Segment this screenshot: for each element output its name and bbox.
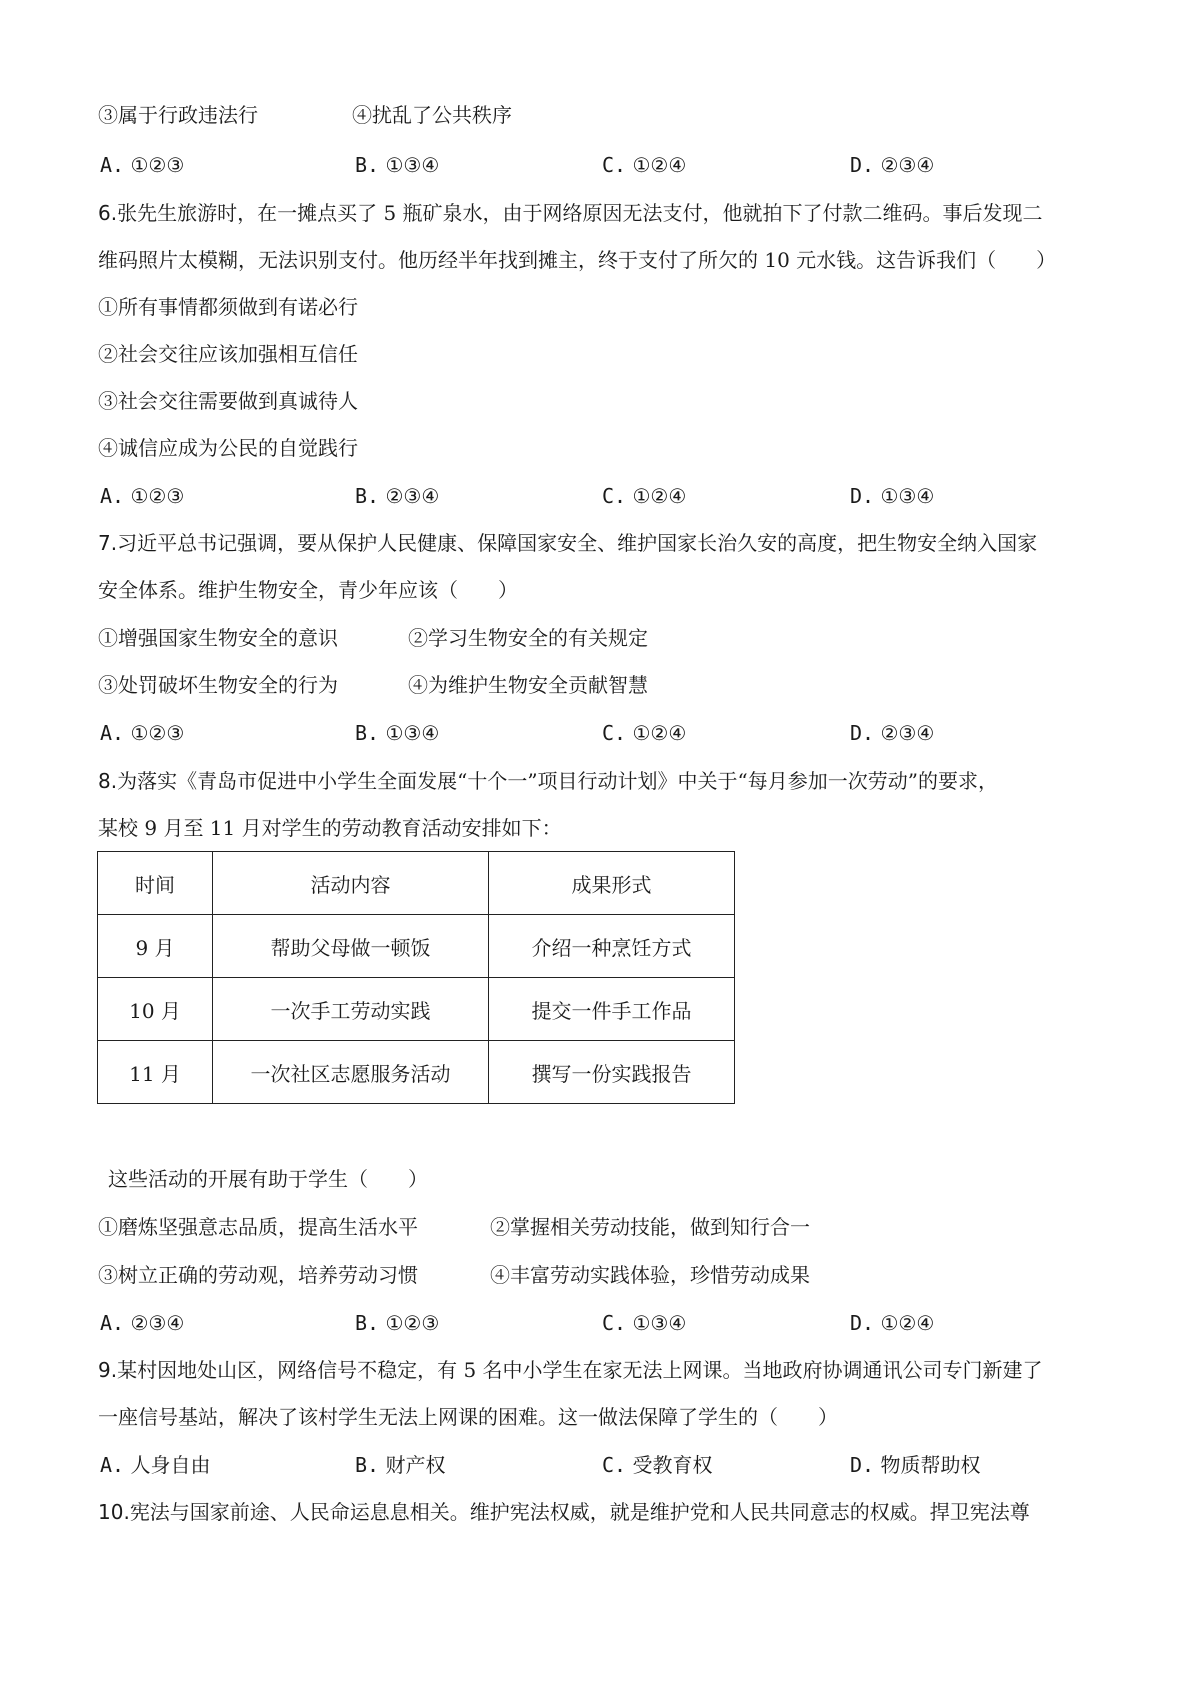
option-d: D. ②③④ — [850, 153, 935, 177]
q8-stem: 这些活动的开展有助于学生（ ） — [108, 1167, 428, 1191]
q7-item4: ④为维护生物安全贡献智慧 — [408, 673, 648, 697]
q6-item3: ③社会交往需要做到真诚待人 — [98, 389, 358, 413]
q9-options — [0, 1452, 1200, 1478]
labor-activity-table — [97, 851, 735, 1104]
q8-item3: ③树立正确的劳动观，培养劳动习惯 — [98, 1263, 418, 1287]
option-b: B. ①③④ — [355, 153, 440, 177]
table-cell: 9 月 — [98, 915, 213, 978]
option-d: D. ①②④ — [850, 1311, 935, 1335]
q9-line2: 一座信号基站，解决了该村学生无法上网课的困难。这一做法保障了学生的（ ） — [98, 1405, 838, 1429]
q5-item4: ④扰乱了公共秩序 — [352, 103, 512, 127]
q6-item4: ④诚信应成为公民的自觉践行 — [98, 436, 358, 460]
option-c: C. ①②④ — [602, 721, 687, 745]
q9-line1: 9.某村因地处山区，网络信号不稳定，有 5 名中小学生在家无法上网课。当地政府协调通讯公司专门新建了 — [98, 1358, 1043, 1382]
table-cell: 一次社区志愿服务活动 — [213, 1041, 489, 1104]
q7-options — [0, 720, 1200, 746]
option-c: C. 受教育权 — [602, 1453, 713, 1477]
table-row — [98, 915, 735, 978]
q7-item1: ①增强国家生物安全的意识 — [98, 626, 338, 650]
option-c: C. ①②④ — [602, 153, 687, 177]
table-cell: 介绍一种烹饪方式 — [489, 915, 735, 978]
option-a: A. ①②③ — [100, 721, 185, 745]
q8-options — [0, 1310, 1200, 1336]
option-a: A. ②③④ — [100, 1311, 185, 1335]
table-header: 成果形式 — [489, 852, 735, 915]
q6-item1: ①所有事情都须做到有诺必行 — [98, 295, 358, 319]
q8-item1: ①磨炼坚强意志品质，提高生活水平 — [98, 1215, 418, 1239]
table-row — [98, 1041, 735, 1104]
table-cell: 11 月 — [98, 1041, 213, 1104]
table-row — [98, 978, 735, 1041]
q6-line1: 6.张先生旅游时，在一摊点买了 5 瓶矿泉水，由于网络原因无法支付，他就拍下了付款二维码。事后发现二 — [98, 201, 1043, 225]
option-c: C. ①③④ — [602, 1311, 687, 1335]
q5-item3: ③属于行政违法行 — [98, 103, 258, 127]
q8-item2: ②掌握相关劳动技能，做到知行合一 — [490, 1215, 810, 1239]
table-cell: 提交一件手工作品 — [489, 978, 735, 1041]
q7-item3: ③处罚破坏生物安全的行为 — [98, 673, 338, 697]
option-b: B. 财产权 — [355, 1453, 446, 1477]
option-d: D. 物质帮助权 — [850, 1453, 981, 1477]
option-b: B. ②③④ — [355, 484, 440, 508]
table-header: 时间 — [98, 852, 213, 915]
q6-line2: 维码照片太模糊，无法识别支付。他历经半年找到摊主，终于支付了所欠的 10 元水钱。这告诉我们（ ） — [98, 248, 1057, 272]
option-b: B. ①②③ — [355, 1311, 440, 1335]
q7-item2: ②学习生物安全的有关规定 — [408, 626, 648, 650]
option-d: D. ②③④ — [850, 721, 935, 745]
option-d: D. ①③④ — [850, 484, 935, 508]
q7-line2: 安全体系。维护生物安全，青少年应该（ ） — [98, 578, 518, 602]
table-header: 活动内容 — [213, 852, 489, 915]
table-cell: 一次手工劳动实践 — [213, 978, 489, 1041]
q7-line1: 7.习近平总书记强调，要从保护人民健康、保障国家安全、维护国家长治久安的高度，把生物安全纳入国家 — [98, 531, 1038, 555]
q10-line1: 10.宪法与国家前途、人民命运息息相关。维护宪法权威，就是维护党和人民共同意志的权威。捍卫宪法尊 — [98, 1500, 1030, 1524]
q6-options — [0, 483, 1200, 509]
option-a: A. ①②③ — [100, 484, 185, 508]
table-cell: 帮助父母做一顿饭 — [213, 915, 489, 978]
option-c: C. ①②④ — [602, 484, 687, 508]
option-b: B. ①③④ — [355, 721, 440, 745]
table-cell: 撰写一份实践报告 — [489, 1041, 735, 1104]
q8-item4: ④丰富劳动实践体验，珍惜劳动成果 — [490, 1263, 810, 1287]
q5-options — [0, 152, 1200, 178]
option-a: A. 人身自由 — [100, 1453, 211, 1477]
table-cell: 10 月 — [98, 978, 213, 1041]
q6-item2: ②社会交往应该加强相互信任 — [98, 342, 358, 366]
q8-line1: 8.为落实《青岛市促进中小学生全面发展“十个一”项目行动计划》中关于“每月参加一次劳动”的要求， — [98, 769, 998, 793]
option-a: A. ①②③ — [100, 153, 185, 177]
q8-line2: 某校 9 月至 11 月对学生的劳动教育活动安排如下： — [98, 816, 562, 840]
table-header-row — [98, 852, 735, 915]
